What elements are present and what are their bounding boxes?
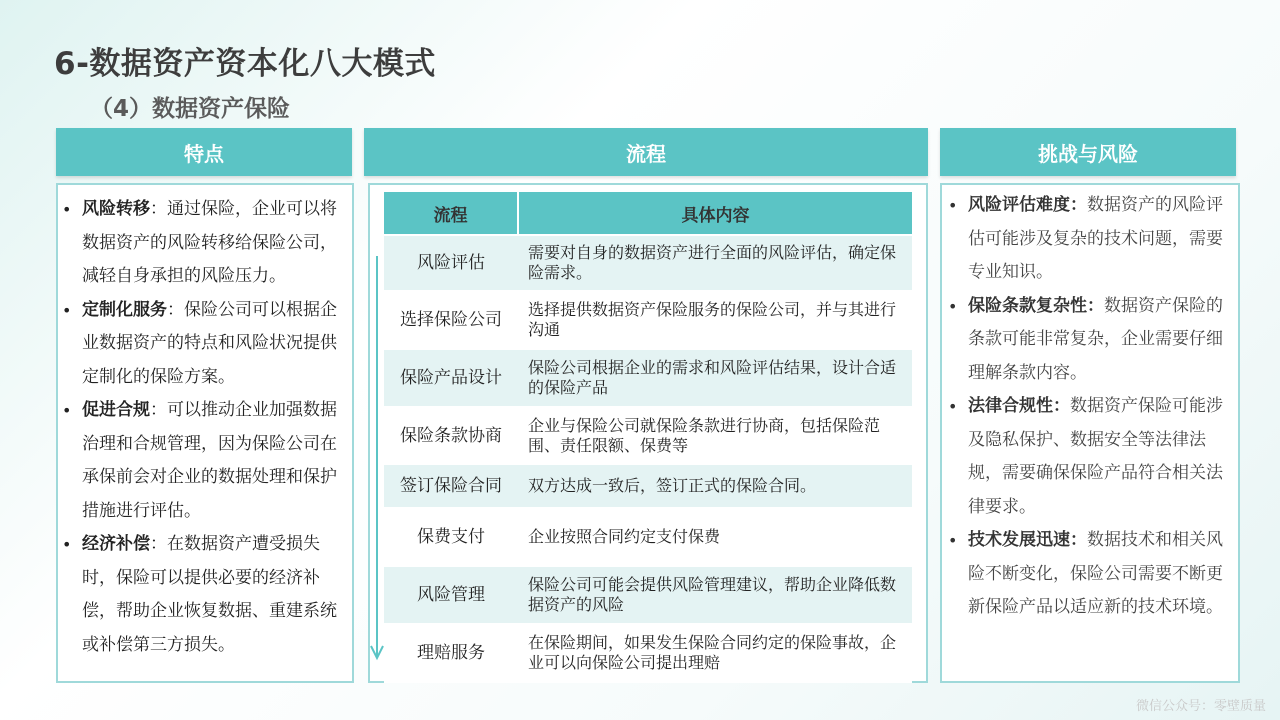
bullet-icon: • [62,401,72,420]
risk-text: 数据资产的风险评估可能涉及复杂的技术问题，需要专业知识。 [968,195,1223,282]
content-cell: 需要对自身的数据资产进行全面的风险评估，确定保险需求。 [518,235,912,291]
feature-text: ：可以推动企业加强数据治理和合规管理，因为保险公司在承保前会对企业的数据处理和保护措施进行评估。 [82,400,337,521]
step-cell: 保险产品设计 [384,349,518,407]
feature-text: ：在数据资产遭受损失时，保险可以提供必要的经济补偿，帮助企业恢复数据、重建系统或补偿第三方损失。 [82,534,337,655]
table-header-row [384,192,912,235]
risk-keyword: 法律合规性： [968,396,1070,416]
down-arrow-icon [370,256,384,662]
feature-item [62,528,344,662]
content-cell: 选择提供数据资产保险服务的保险公司，并与其进行沟通 [518,291,912,349]
step-cell: 风险管理 [384,566,518,624]
step-cell: 选择保险公司 [384,291,518,349]
bullet-icon: • [62,200,72,219]
feature-item [62,193,344,294]
bullet-icon: • [948,196,958,215]
feature-text: ：保险公司可以根据企业数据资产的特点和风险状况提供定制化的保险方案。 [82,299,337,387]
feature-item [62,294,344,395]
feature-keyword: 定制化服务 [82,299,167,320]
bullet-icon: • [62,535,72,554]
content-cell: 企业按照合同约定支付保费 [518,508,912,566]
step-cell: 理赔服务 [384,624,518,682]
risk-item [948,390,1230,524]
features-header: 特点 [56,128,352,176]
page-subtitle: （4）数据资产保险 [90,96,291,122]
feature-keyword: 促进合规 [82,400,150,420]
table-row [384,566,912,624]
table-row [384,508,912,566]
risk-keyword: 风险评估难度： [968,195,1087,215]
watermark: 微信公众号：零壁质量 [1135,699,1266,714]
content-cell: 企业与保险公司就保险条款进行协商，包括保险范围、责任限额、保费等 [518,407,912,464]
risk-item [948,189,1230,290]
table-row [384,349,912,407]
risk-text: 数据技术和相关风险不断变化，保险公司需要不断更新保险产品以适应新的技术环境。 [968,530,1223,617]
step-cell: 保险条款协商 [384,407,518,464]
table-row [384,235,912,291]
content-column-header: 具体内容 [518,192,912,235]
bullet-icon: • [948,397,958,416]
feature-keyword: 经济补偿 [82,534,150,554]
bullet-icon: • [62,300,72,320]
bullet-icon: • [948,296,958,316]
step-column-header: 流程 [384,192,518,235]
content-cell: 保险公司可能会提供风险管理建议，帮助企业降低数据资产的风险 [518,566,912,624]
process-table [384,192,912,683]
risks-panel [940,183,1240,683]
content-cell: 保险公司根据企业的需求和风险评估结果，设计合适的保险产品 [518,349,912,407]
risk-item [948,524,1230,625]
step-cell: 保费支付 [384,508,518,566]
risk-text: 数据资产保险的条款可能非常复杂，企业需要仔细理解条款内容。 [968,295,1223,383]
table-row [384,407,912,464]
risk-item [948,290,1230,391]
risk-keyword: 保险条款复杂性： [968,295,1104,316]
features-panel [56,183,354,683]
step-cell: 风险评估 [384,235,518,291]
feature-text: ：通过保险，企业可以将数据资产的风险转移给保险公司，减轻自身承担的风险压力。 [82,199,337,286]
features-list [58,185,352,662]
risks-header: 挑战与风险 [940,128,1236,176]
bullet-icon: • [948,531,958,550]
content-cell: 双方达成一致后，签订正式的保险合同。 [518,464,912,508]
table-row [384,464,912,508]
page-title: 6-数据资产资本化八大模式 [54,46,436,82]
feature-item [62,394,344,528]
table-row [384,624,912,682]
content-cell: 在保险期间，如果发生保险合同约定的保险事故，企业可以向保险公司提出理赔 [518,624,912,682]
step-cell: 签订保险合同 [384,464,518,508]
risk-text: 数据资产保险可能涉及隐私保护、数据安全等法律法规，需要确保保险产品符合相关法律要求。 [968,396,1223,517]
feature-keyword: 风险转移 [82,199,150,219]
process-header: 流程 [364,128,928,176]
table-row [384,291,912,349]
risk-keyword: 技术发展迅速： [968,530,1087,550]
risks-list [942,185,1238,625]
